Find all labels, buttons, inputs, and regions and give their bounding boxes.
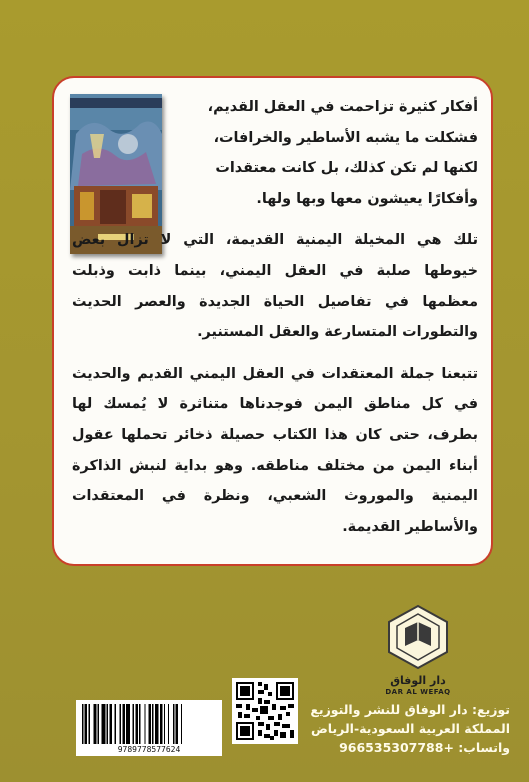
distribution-line-1: توزيع: دار الوفاق للنشر والتوزيع (310, 702, 510, 717)
isbn-barcode (76, 700, 222, 756)
distribution-info (300, 700, 510, 757)
publisher-name-en: DAR AL WEFAQ (385, 688, 451, 696)
paragraph-1-line-3: لكنها لم تكن كذلك، بل كانت معتقدات (215, 160, 478, 177)
qr-code[interactable] (232, 678, 298, 744)
distribution-line-2: المملكة العربية السعودية-الرياض (310, 721, 510, 736)
paragraph-1-line-4: وأفكارًا يعيشون معها وبها ولها. (256, 190, 478, 207)
distribution-line-3: واتساب: +966535307788 (339, 740, 510, 755)
paragraph-1 (72, 92, 478, 214)
paragraph-3: تتبعنا جملة المعتقدات في العقل اليمني القديم والحديث في كل مناطق اليمن فوجدناها متناثرة لا يُمسك لها بطرف، حتى كان هذا الكتاب حصيلة ذخائر تحملها عقول أبناء اليمن من مختلف مناطقه. وهو بداية لنبش الذاكرة اليمنية والموروث الشعبي، ونظرة في المعتقدات والأساطير القديمة. (72, 365, 478, 535)
paragraph-2: تلك هي المخيلة اليمنية القديمة، التي لا تزال بعض خيوطها صلبة في العقل اليمني، بينما ذابت وذبلت معظمها في تفاصيل الحياة الجديدة والعصر الحديث والتطورات المتسارعة والعقل المستنير. (72, 232, 478, 341)
book-description (72, 92, 478, 553)
paragraph-1-line-1: أفكار كثيرة تزاحمت في العقل القديم، (207, 99, 478, 115)
paragraph-1-line-2: فشكلت ما يشبه الأساطير والخرافات، (213, 129, 478, 146)
isbn-number: 9789778577624 (117, 745, 181, 754)
publisher-name-ar: دار الوفاق (390, 674, 446, 687)
